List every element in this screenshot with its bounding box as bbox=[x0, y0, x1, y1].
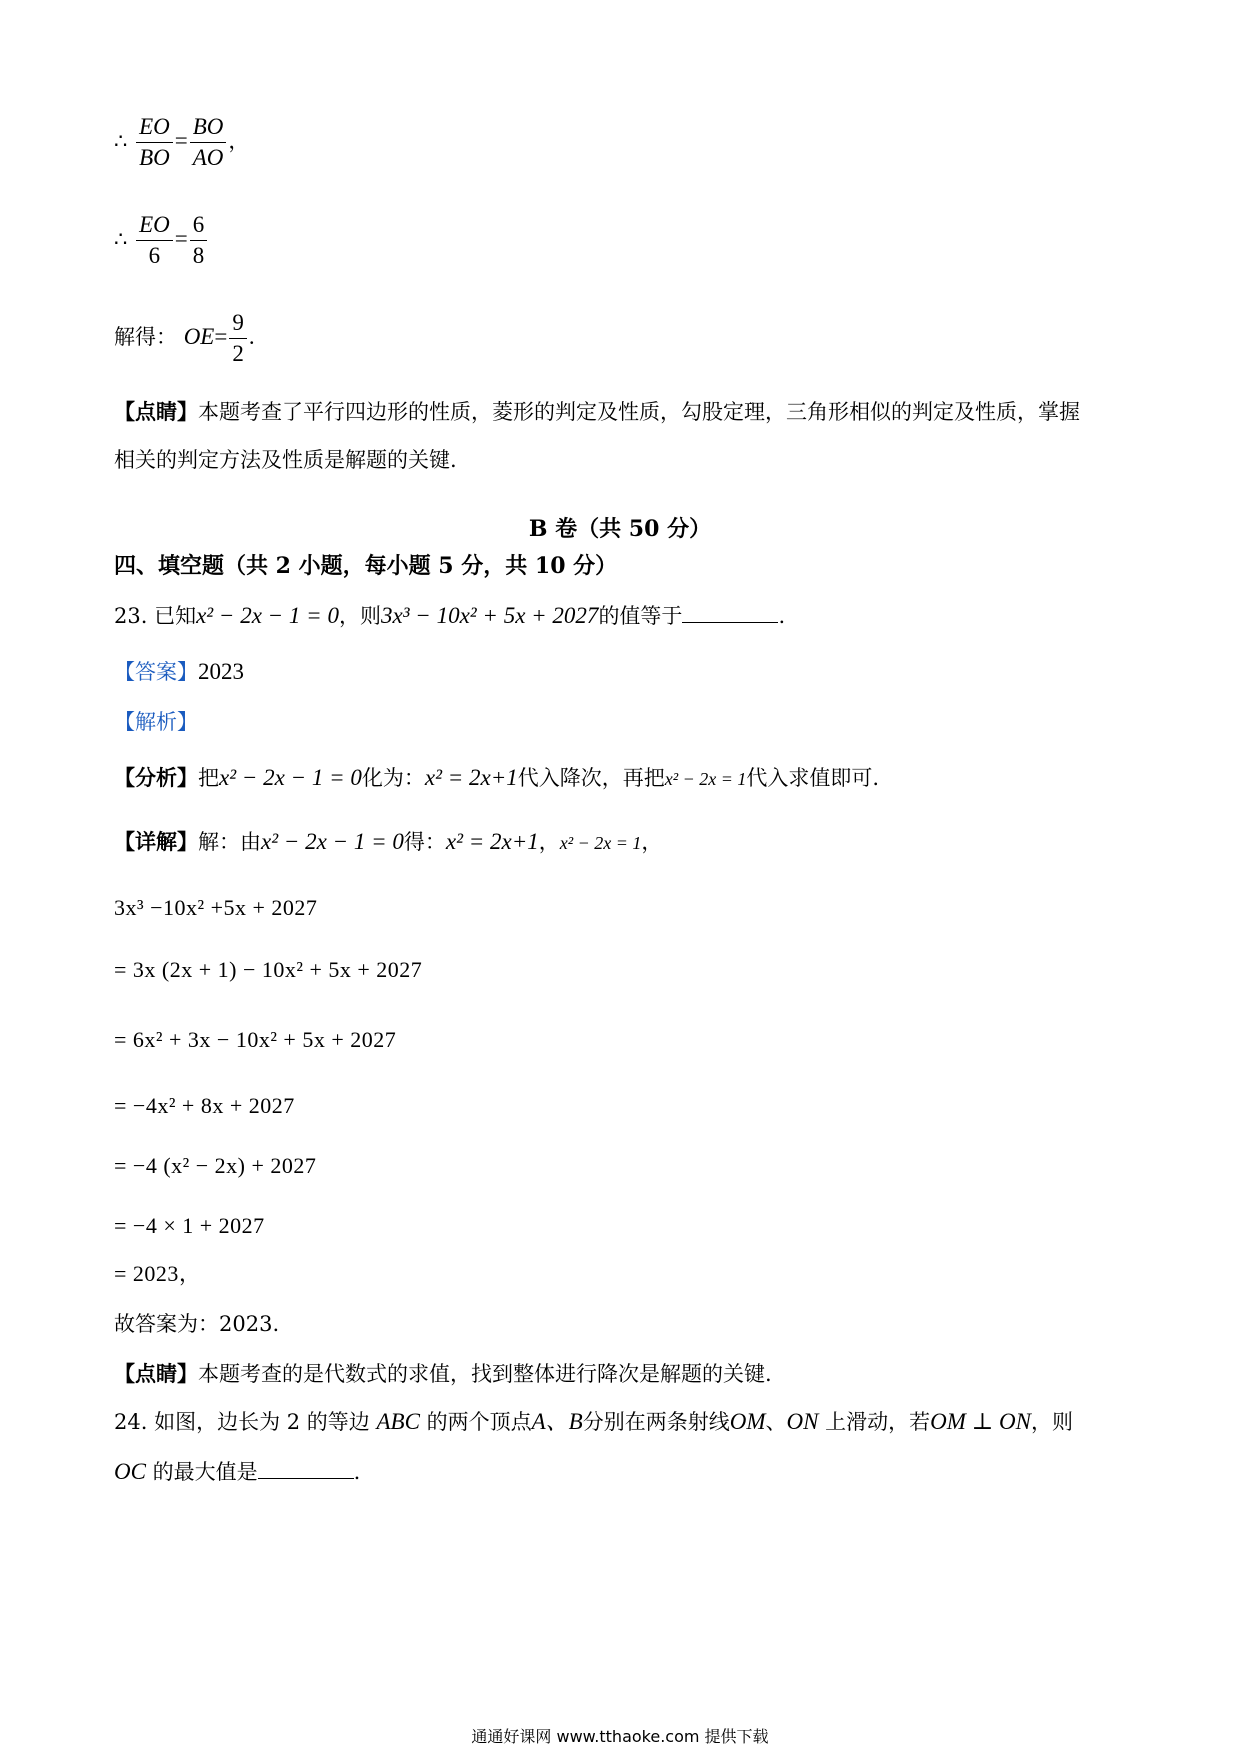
fenxi-text: 化为： bbox=[361, 766, 425, 790]
comment-text: 本题考查了平行四边形的性质，菱形的判定及性质，勾股定理，三角形相似的判定及性质，掌握 bbox=[198, 400, 1080, 424]
analysis-tag: 【解析】 bbox=[114, 710, 198, 734]
period: . bbox=[778, 604, 786, 628]
math-expr: ON bbox=[786, 1409, 819, 1434]
math-expr: x² − 2x = 1 bbox=[559, 833, 642, 853]
comment-text: 相关的判定方法及性质是解题的关键. bbox=[114, 448, 457, 472]
question-text: 分别在两条射线 bbox=[582, 1410, 730, 1434]
fraction-bo-ao bbox=[190, 112, 227, 173]
therefore-symbol: ∴ bbox=[114, 227, 128, 251]
fraction-eo-bo bbox=[136, 112, 173, 173]
question-text: 、 bbox=[765, 1410, 787, 1434]
fraction-numerator: 6 bbox=[190, 210, 208, 241]
xiangjie-line bbox=[114, 828, 662, 857]
step-line: = 6x² + 3x − 10x² + 5x + 2027 bbox=[114, 1027, 397, 1052]
math-expr: OC bbox=[114, 1459, 146, 1484]
proof-line-1 bbox=[114, 112, 249, 173]
period: . bbox=[248, 324, 255, 349]
xiangjie-tag: 【详解】 bbox=[114, 829, 198, 854]
fraction-denominator: 2 bbox=[232, 341, 244, 366]
proof-line-solve bbox=[114, 308, 255, 369]
fenxi-line bbox=[114, 764, 879, 793]
xiangjie-text: 得： bbox=[403, 830, 446, 854]
equals-sign: = bbox=[214, 324, 228, 349]
xiangjie-text: 解：由 bbox=[198, 830, 261, 854]
step-line: = 3x (2x + 1) − 10x² + 5x + 2027 bbox=[114, 957, 423, 982]
math-expr: x² − 2x = 1 bbox=[664, 769, 747, 789]
final-answer: 故答案为：2023. bbox=[114, 1312, 280, 1336]
step-line: = −4 (x² − 2x) + 2027 bbox=[114, 1153, 317, 1178]
fenxi-tag: 【分析】 bbox=[114, 765, 198, 790]
fraction-denominator: BO bbox=[139, 145, 170, 170]
fraction-numerator: EO bbox=[136, 112, 173, 143]
comment-1-line-1 bbox=[114, 398, 1080, 426]
section-b-title: B 卷（共 50 分） bbox=[528, 516, 712, 542]
step-line: = −4 × 1 + 2027 bbox=[114, 1213, 265, 1238]
fraction-eo-6 bbox=[136, 210, 173, 271]
fraction-9-2 bbox=[229, 308, 247, 369]
section-4-title: 四、填空题（共 2 小题，每小题 5 分，共 10 分） bbox=[114, 553, 618, 579]
question-number: 23. 已知 bbox=[114, 604, 197, 628]
step-line: 3x³ −10x² +5x + 2027 bbox=[114, 895, 318, 920]
math-expr: x² = 2x+1 bbox=[445, 829, 539, 854]
question-text: ，则 bbox=[1031, 1410, 1074, 1434]
step-line: = 2023， bbox=[114, 1261, 202, 1286]
math-expr: x² − 2x − 1 = 0 bbox=[219, 765, 362, 790]
math-expr: OM bbox=[729, 1409, 766, 1434]
math-expr: OM ⊥ ON bbox=[930, 1409, 1032, 1434]
comment-2-line bbox=[114, 1360, 772, 1388]
equals-sign: = bbox=[174, 226, 188, 251]
fraction-denominator: 8 bbox=[192, 243, 205, 268]
question-text: 的两个顶点 bbox=[426, 1410, 532, 1434]
fenxi-text: 代入降次，再把 bbox=[517, 766, 665, 790]
fraction-6-8 bbox=[190, 210, 208, 271]
comment-text: 本题考查的是代数式的求值，找到整体进行降次是解题的关键. bbox=[198, 1362, 772, 1386]
fraction-denominator: AO bbox=[192, 145, 224, 170]
math-expr: A、B bbox=[531, 1409, 583, 1434]
fenxi-text: 把 bbox=[198, 766, 219, 790]
question-text: 的值等于 bbox=[598, 604, 683, 628]
comment-tag: 【点睛】 bbox=[114, 1361, 198, 1386]
question-24-line-1 bbox=[114, 1408, 1073, 1436]
comma: ， bbox=[228, 129, 250, 153]
solve-lhs: OE bbox=[183, 324, 215, 349]
question-24-line-2 bbox=[114, 1458, 360, 1486]
fraction-numerator: 9 bbox=[229, 308, 247, 339]
target-expr: 3x³ − 10x² + 5x + 2027 bbox=[380, 603, 599, 628]
question-text: 的最大值是 bbox=[152, 1460, 258, 1484]
question-text: 上滑动，若 bbox=[825, 1410, 931, 1434]
solve-label: 解得： bbox=[114, 325, 177, 349]
math-expr: x² = 2x+1 bbox=[424, 765, 518, 790]
therefore-symbol: ∴ bbox=[114, 129, 128, 153]
answer-blank bbox=[258, 1458, 354, 1479]
question-text: ，则 bbox=[338, 604, 381, 628]
answer-line bbox=[114, 658, 244, 686]
fraction-numerator: EO bbox=[136, 210, 173, 241]
xiangjie-text: ， bbox=[538, 830, 560, 854]
question-23 bbox=[114, 602, 785, 630]
question-text: 24. 如图，边长为 2 的等边 bbox=[114, 1410, 370, 1434]
condition-expr: x² − 2x − 1 = 0 bbox=[196, 603, 339, 628]
answer-tag: 【答案】 bbox=[114, 660, 198, 684]
math-expr: ABC bbox=[376, 1409, 420, 1434]
fraction-numerator: BO bbox=[190, 112, 227, 143]
footer-watermark: 通通好课网 www.tthaoke.com 提供下载 bbox=[471, 1727, 769, 1746]
comment-tag: 【点睛】 bbox=[114, 399, 198, 424]
fenxi-text: 代入求值即可. bbox=[746, 766, 880, 790]
fraction-denominator: 6 bbox=[148, 243, 161, 268]
comment-1-line-2 bbox=[114, 446, 457, 474]
proof-line-2 bbox=[114, 210, 209, 271]
math-expr: x² − 2x − 1 = 0 bbox=[261, 829, 404, 854]
equals-sign: = bbox=[174, 128, 188, 153]
step-line: = −4x² + 8x + 2027 bbox=[114, 1093, 295, 1118]
period: . bbox=[353, 1460, 361, 1484]
xiangjie-text: ， bbox=[641, 830, 663, 854]
answer-blank bbox=[682, 602, 778, 623]
answer-value: 2023 bbox=[198, 659, 244, 684]
